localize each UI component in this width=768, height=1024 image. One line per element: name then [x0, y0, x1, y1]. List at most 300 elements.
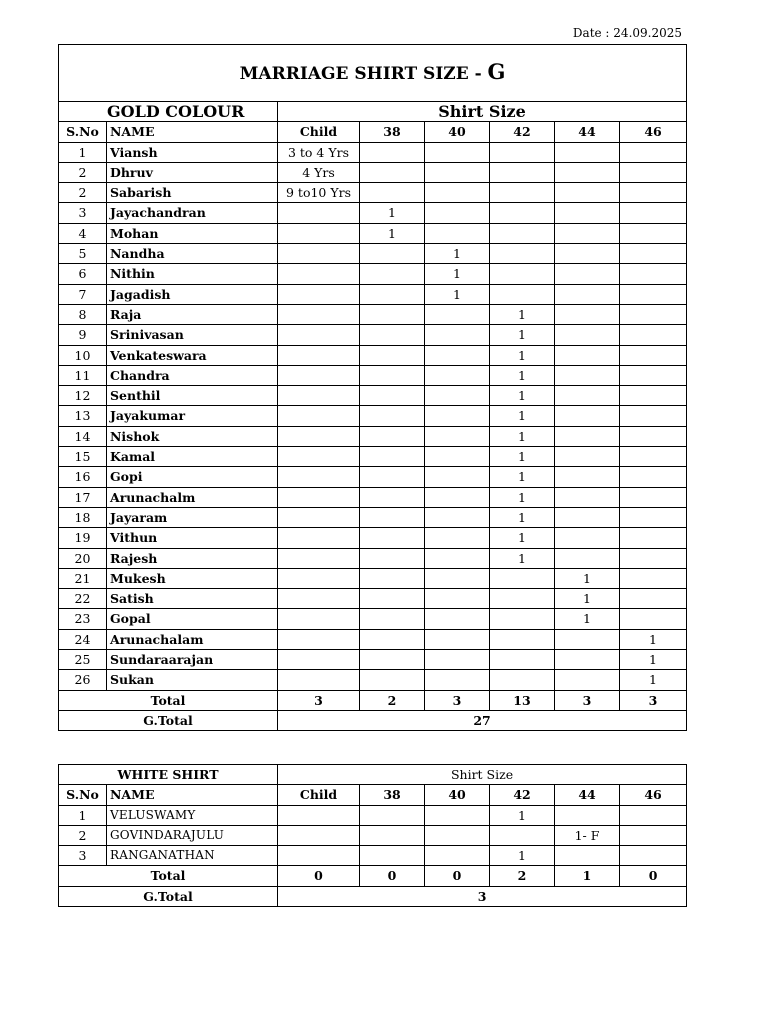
grand-total-row — [59, 710, 687, 730]
table-row — [59, 487, 687, 507]
title-text: MARRIAGE SHIRT SIZE - — [239, 63, 488, 84]
table-row — [59, 264, 687, 284]
size-cell — [555, 223, 620, 243]
size-cell — [360, 406, 425, 426]
size-cell — [425, 568, 490, 588]
size-cell — [490, 568, 555, 588]
size-cell — [360, 825, 425, 845]
table-row — [59, 162, 687, 182]
size-cell — [490, 629, 555, 649]
size-cell — [555, 805, 620, 825]
size-cell — [555, 365, 620, 385]
serial-number: 15 — [59, 447, 107, 467]
person-name: Nandha — [107, 244, 278, 264]
size-cell — [620, 406, 687, 426]
person-name: Arunachalam — [107, 629, 278, 649]
size-cell: 1 — [490, 805, 555, 825]
serial-number: 5 — [59, 244, 107, 264]
size-cell — [555, 548, 620, 568]
size-cell — [360, 467, 425, 487]
size-cell — [555, 406, 620, 426]
gold-header-row — [59, 122, 687, 142]
size-cell — [425, 447, 490, 467]
column-header: S.No — [59, 785, 107, 805]
size-cell: 1 — [490, 846, 555, 866]
size-cell: 1 — [490, 548, 555, 568]
size-cell: 1 — [490, 386, 555, 406]
column-header: 38 — [360, 785, 425, 805]
table-row — [59, 426, 687, 446]
size-cell — [620, 162, 687, 182]
size-cell — [278, 670, 360, 690]
size-cell — [360, 548, 425, 568]
size-cell — [278, 629, 360, 649]
size-cell — [360, 304, 425, 324]
total-value: 0 — [620, 866, 687, 886]
size-cell — [620, 609, 687, 629]
size-cell — [360, 805, 425, 825]
size-cell — [555, 284, 620, 304]
total-value: 0 — [360, 866, 425, 886]
size-cell — [425, 345, 490, 365]
size-cell — [360, 426, 425, 446]
size-cell: 1 — [490, 304, 555, 324]
total-value: 2 — [490, 866, 555, 886]
table-row — [59, 142, 687, 162]
size-cell — [360, 589, 425, 609]
person-name: Venkateswara — [107, 345, 278, 365]
size-cell — [555, 162, 620, 182]
size-cell — [278, 825, 360, 845]
size-cell — [278, 325, 360, 345]
person-name: Satish — [107, 589, 278, 609]
size-cell — [278, 223, 360, 243]
size-cell — [360, 325, 425, 345]
section-row — [59, 102, 687, 122]
person-name: Mohan — [107, 223, 278, 243]
serial-number: 3 — [59, 203, 107, 223]
size-cell — [555, 629, 620, 649]
column-header: 38 — [360, 122, 425, 142]
size-cell: 1- F — [555, 825, 620, 845]
size-cell — [425, 507, 490, 527]
column-header: Child — [278, 122, 360, 142]
size-cell: 4 Yrs — [278, 162, 360, 182]
serial-number: 22 — [59, 589, 107, 609]
size-cell: 1 — [490, 345, 555, 365]
total-label: Total — [59, 690, 278, 710]
white-shirt-table — [58, 764, 687, 907]
serial-number: 6 — [59, 264, 107, 284]
table-row — [59, 629, 687, 649]
size-cell — [425, 609, 490, 629]
size-cell — [425, 406, 490, 426]
size-cell — [555, 528, 620, 548]
column-header: NAME — [107, 122, 278, 142]
size-cell — [425, 386, 490, 406]
person-name: Sundaraarajan — [107, 650, 278, 670]
person-name: Srinivasan — [107, 325, 278, 345]
size-cell — [360, 183, 425, 203]
size-cell — [278, 568, 360, 588]
title-row — [59, 45, 687, 102]
column-header: NAME — [107, 785, 278, 805]
size-cell — [555, 304, 620, 324]
size-cell — [555, 650, 620, 670]
total-value: 3 — [278, 690, 360, 710]
size-cell — [360, 447, 425, 467]
size-cell — [360, 345, 425, 365]
table-row — [59, 203, 687, 223]
person-name: Raja — [107, 304, 278, 324]
serial-number: 13 — [59, 406, 107, 426]
size-cell — [278, 304, 360, 324]
size-cell — [425, 223, 490, 243]
size-cell — [360, 568, 425, 588]
serial-number: 25 — [59, 650, 107, 670]
person-name: Vithun — [107, 528, 278, 548]
person-name: Jagadish — [107, 284, 278, 304]
size-cell — [555, 142, 620, 162]
size-cell — [620, 365, 687, 385]
serial-number: 18 — [59, 507, 107, 527]
person-name: GOVINDARAJULU — [107, 825, 278, 845]
size-cell — [360, 609, 425, 629]
size-cell — [360, 670, 425, 690]
table-row — [59, 670, 687, 690]
size-cell — [620, 325, 687, 345]
column-header: 40 — [425, 122, 490, 142]
serial-number: 10 — [59, 345, 107, 365]
person-name: VELUSWAMY — [107, 805, 278, 825]
size-cell — [360, 528, 425, 548]
size-cell — [620, 244, 687, 264]
total-value: 13 — [490, 690, 555, 710]
serial-number: 12 — [59, 386, 107, 406]
size-cell — [425, 183, 490, 203]
size-cell — [425, 589, 490, 609]
size-cell — [278, 805, 360, 825]
person-name: Chandra — [107, 365, 278, 385]
size-cell — [490, 589, 555, 609]
serial-number: 2 — [59, 162, 107, 182]
size-cell — [490, 609, 555, 629]
size-cell: 1 — [490, 406, 555, 426]
serial-number: 26 — [59, 670, 107, 690]
column-header: 44 — [555, 785, 620, 805]
size-cell: 1 — [490, 365, 555, 385]
serial-number: 16 — [59, 467, 107, 487]
serial-number: 24 — [59, 629, 107, 649]
size-cell — [620, 284, 687, 304]
size-cell — [620, 183, 687, 203]
size-cell — [278, 528, 360, 548]
size-cell — [278, 365, 360, 385]
size-cell — [555, 345, 620, 365]
size-cell — [555, 325, 620, 345]
person-name: Jayakumar — [107, 406, 278, 426]
grand-total-value: 3 — [278, 886, 687, 906]
table-row — [59, 183, 687, 203]
total-value: 1 — [555, 866, 620, 886]
person-name: Arunachalm — [107, 487, 278, 507]
serial-number: 8 — [59, 304, 107, 324]
table-row — [59, 528, 687, 548]
table-row — [59, 223, 687, 243]
size-cell — [555, 244, 620, 264]
size-cell: 1 — [490, 507, 555, 527]
table-row — [59, 467, 687, 487]
page-title — [59, 45, 687, 102]
size-cell — [360, 629, 425, 649]
serial-number: 17 — [59, 487, 107, 507]
size-cell — [360, 365, 425, 385]
size-cell — [620, 805, 687, 825]
table-row — [59, 507, 687, 527]
total-value: 3 — [425, 690, 490, 710]
size-cell: 1 — [425, 284, 490, 304]
document-date: Date : 24.09.2025 — [572, 26, 682, 40]
size-cell — [425, 825, 490, 845]
person-name: Kamal — [107, 447, 278, 467]
size-cell — [425, 548, 490, 568]
size-cell — [425, 142, 490, 162]
serial-number: 2 — [59, 825, 107, 845]
size-cell — [555, 386, 620, 406]
size-cell — [620, 142, 687, 162]
size-cell — [555, 183, 620, 203]
column-header: 46 — [620, 785, 687, 805]
person-name: Jayachandran — [107, 203, 278, 223]
table-row — [59, 568, 687, 588]
size-cell — [278, 386, 360, 406]
size-cell — [360, 284, 425, 304]
grand-total-label: G.Total — [59, 710, 278, 730]
column-header: Child — [278, 785, 360, 805]
size-cell — [360, 264, 425, 284]
total-value: 2 — [360, 690, 425, 710]
size-cell — [278, 406, 360, 426]
size-cell: 1 — [490, 325, 555, 345]
size-cell: 1 — [490, 487, 555, 507]
size-cell — [278, 548, 360, 568]
person-name: Sukan — [107, 670, 278, 690]
total-value: 3 — [620, 690, 687, 710]
size-cell — [490, 223, 555, 243]
table-row — [59, 825, 687, 845]
size-cell — [360, 846, 425, 866]
table-row — [59, 304, 687, 324]
size-cell — [490, 142, 555, 162]
table-row — [59, 650, 687, 670]
size-cell — [490, 650, 555, 670]
size-cell: 1 — [555, 609, 620, 629]
size-cell — [620, 426, 687, 446]
size-cell — [620, 507, 687, 527]
size-cell — [278, 203, 360, 223]
table-row — [59, 244, 687, 264]
size-cell — [620, 203, 687, 223]
size-cell — [278, 589, 360, 609]
column-header: 46 — [620, 122, 687, 142]
size-cell — [555, 447, 620, 467]
size-cell — [620, 528, 687, 548]
table-row — [59, 609, 687, 629]
person-name: Mukesh — [107, 568, 278, 588]
size-cell — [555, 426, 620, 446]
table-row — [59, 345, 687, 365]
size-cell: 1 — [425, 264, 490, 284]
size-cell: 1 — [490, 528, 555, 548]
size-cell — [490, 284, 555, 304]
column-header: 42 — [490, 785, 555, 805]
size-cell — [278, 507, 360, 527]
size-cell — [278, 244, 360, 264]
table-row — [59, 365, 687, 385]
size-cell — [555, 264, 620, 284]
white-section-row — [59, 765, 687, 785]
total-row — [59, 690, 687, 710]
size-cell — [425, 487, 490, 507]
size-cell — [620, 548, 687, 568]
size-cell: 1 — [360, 203, 425, 223]
table-row — [59, 589, 687, 609]
person-name: Viansh — [107, 142, 278, 162]
size-cell — [278, 345, 360, 365]
size-cell — [425, 805, 490, 825]
column-header: 42 — [490, 122, 555, 142]
serial-number: 7 — [59, 284, 107, 304]
total-value: 0 — [278, 866, 360, 886]
person-name: Gopal — [107, 609, 278, 629]
table-row — [59, 805, 687, 825]
size-cell — [360, 142, 425, 162]
size-cell — [278, 426, 360, 446]
size-cell — [620, 386, 687, 406]
total-value: 3 — [555, 690, 620, 710]
size-cell — [278, 487, 360, 507]
gold-section-label: GOLD COLOUR — [59, 102, 278, 122]
grand-total-label: G.Total — [59, 886, 278, 906]
column-header: 44 — [555, 122, 620, 142]
size-cell — [490, 825, 555, 845]
size-cell: 1 — [620, 670, 687, 690]
size-cell — [360, 507, 425, 527]
size-cell: 1 — [620, 629, 687, 649]
person-name: RANGANATHAN — [107, 846, 278, 866]
serial-number: 1 — [59, 142, 107, 162]
size-cell: 1 — [490, 426, 555, 446]
size-cell — [490, 670, 555, 690]
serial-number: 1 — [59, 805, 107, 825]
size-cell — [278, 609, 360, 629]
size-cell — [555, 507, 620, 527]
person-name: Dhruv — [107, 162, 278, 182]
size-cell — [360, 650, 425, 670]
size-cell — [278, 447, 360, 467]
size-cell — [490, 264, 555, 284]
white-header-row — [59, 785, 687, 805]
serial-number: 20 — [59, 548, 107, 568]
white-shirt-size-label: Shirt Size — [278, 765, 687, 785]
total-label: Total — [59, 866, 278, 886]
serial-number: 4 — [59, 223, 107, 243]
size-cell — [425, 467, 490, 487]
size-cell — [425, 846, 490, 866]
size-cell — [425, 365, 490, 385]
size-cell — [490, 162, 555, 182]
column-header: S.No — [59, 122, 107, 142]
column-header: 40 — [425, 785, 490, 805]
size-cell — [425, 325, 490, 345]
white-section-label: WHITE SHIRT — [59, 765, 278, 785]
size-cell — [278, 846, 360, 866]
size-cell — [425, 304, 490, 324]
gold-colour-table — [58, 44, 687, 731]
size-cell — [620, 487, 687, 507]
grand-total-row — [59, 886, 687, 906]
size-cell: 3 to 4 Yrs — [278, 142, 360, 162]
serial-number: 9 — [59, 325, 107, 345]
size-cell — [360, 244, 425, 264]
size-cell — [425, 629, 490, 649]
size-cell: 1 — [490, 467, 555, 487]
person-name: Gopi — [107, 467, 278, 487]
person-name: Nishok — [107, 426, 278, 446]
size-cell — [278, 284, 360, 304]
serial-number: 11 — [59, 365, 107, 385]
size-cell — [278, 264, 360, 284]
size-cell — [620, 846, 687, 866]
size-cell — [278, 467, 360, 487]
size-cell — [490, 244, 555, 264]
grand-total-value: 27 — [278, 710, 687, 730]
person-name: Nithin — [107, 264, 278, 284]
size-cell — [620, 467, 687, 487]
size-cell — [490, 203, 555, 223]
size-cell — [360, 386, 425, 406]
serial-number: 14 — [59, 426, 107, 446]
serial-number: 23 — [59, 609, 107, 629]
size-cell — [555, 670, 620, 690]
serial-number: 19 — [59, 528, 107, 548]
size-cell: 9 to10 Yrs — [278, 183, 360, 203]
size-cell — [360, 162, 425, 182]
person-name: Rajesh — [107, 548, 278, 568]
serial-number: 21 — [59, 568, 107, 588]
table-row — [59, 447, 687, 467]
size-cell: 1 — [620, 650, 687, 670]
size-cell: 1 — [490, 447, 555, 467]
size-cell — [555, 467, 620, 487]
size-cell — [620, 589, 687, 609]
size-cell — [425, 426, 490, 446]
size-cell — [425, 162, 490, 182]
person-name: Jayaram — [107, 507, 278, 527]
table-row — [59, 284, 687, 304]
size-cell — [620, 825, 687, 845]
size-cell — [555, 487, 620, 507]
table-row — [59, 406, 687, 426]
size-cell — [360, 487, 425, 507]
size-cell — [620, 264, 687, 284]
total-value: 0 — [425, 866, 490, 886]
table-row — [59, 386, 687, 406]
size-cell — [425, 670, 490, 690]
size-cell: 1 — [425, 244, 490, 264]
size-cell — [620, 223, 687, 243]
title-letter: G — [487, 58, 506, 84]
